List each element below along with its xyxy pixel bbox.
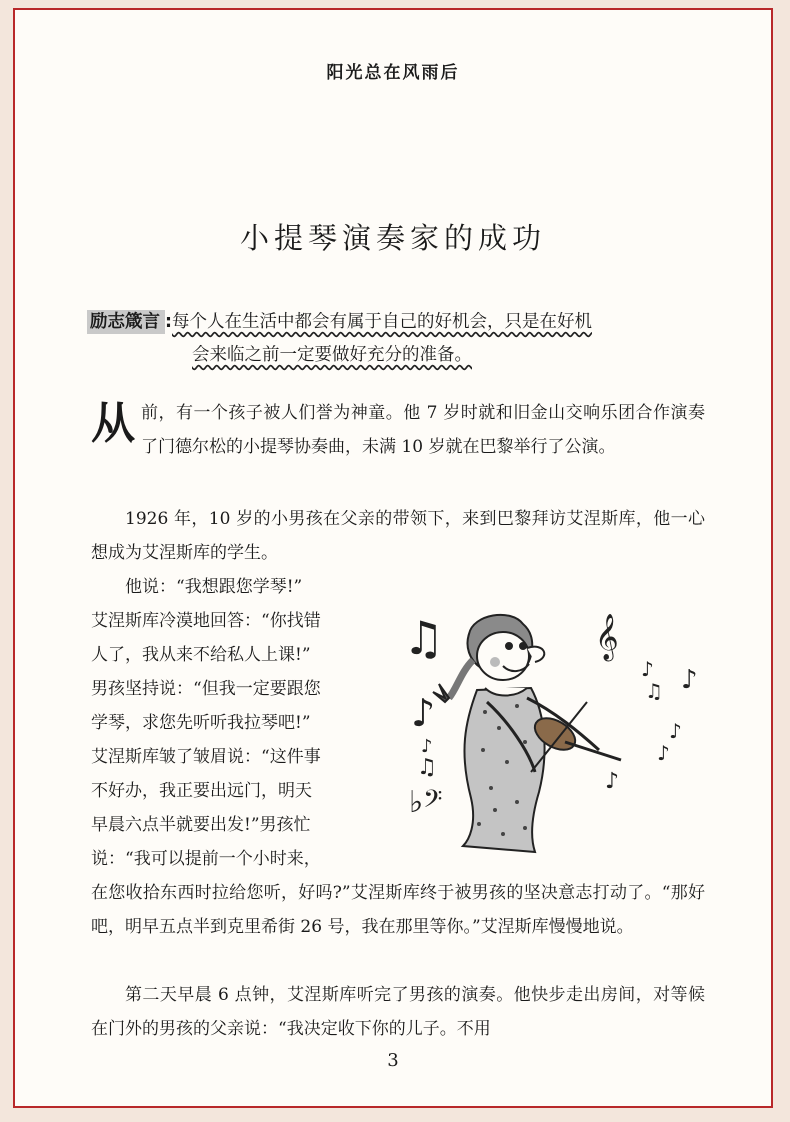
music-note-icon: ♪ <box>605 769 620 794</box>
music-note-icon: ♪ <box>411 691 436 735</box>
violinist-illustration <box>399 602 715 862</box>
music-note-icon: ♪ <box>641 657 654 681</box>
drop-cap: 从 <box>91 398 135 449</box>
p3-line: 人了，我从来不给私人上课!” <box>91 645 311 665</box>
page-frame <box>13 8 773 1108</box>
paragraph-4 <box>91 978 705 1046</box>
bass-clef-icon: ♭𝄢 <box>409 785 443 820</box>
paragraph-3-rest <box>91 876 705 944</box>
music-note-icon: ♪ <box>657 741 670 765</box>
paragraph-2-text: 1926 年，10 岁的小男孩在父亲的带领下，来到巴黎拜访艾涅斯库，他一心想成为艾涅斯库的学生。 <box>91 509 705 563</box>
p3-line: 他说：“我想跟您学琴!” <box>125 577 303 597</box>
motto-block: 励志箴言 :每个人在生活中都会有属于自己的好机会，只是在好机 会来临之前一定要做好充分的准备。 <box>87 306 707 372</box>
paragraph-1 <box>91 396 705 464</box>
p3-line: 早晨六点半就要出发!”男孩忙 <box>91 815 311 835</box>
p3-line: 学琴，求您先听听我拉琴吧!” <box>91 713 311 733</box>
p3-line: 男孩坚持说：“但我一定要跟您 <box>91 679 321 699</box>
music-note-icon: ♫ <box>403 611 445 665</box>
music-note-icon: ♪ <box>681 665 698 695</box>
page-number: 3 <box>387 1050 399 1071</box>
running-head: 阳光总在风雨后 <box>326 63 460 83</box>
p3-line: 艾涅斯库冷漠地回答：“你找错 <box>91 611 321 631</box>
paragraph-3-rest-text: 在您收拾东西时拉给您听，好吗?”艾涅斯库终于被男孩的坚决意志打动了。“那好吧，明早五点半到克里希街 26 号，我在那里等你。”艾涅斯库慢慢地说。 <box>91 883 705 937</box>
motto-line2: 会来临之前一定要做好充分的准备。 <box>192 345 472 365</box>
article-title: 小提琴演奏家的成功 <box>239 221 546 255</box>
p3-line: 艾涅斯库皱了皱眉说：“这件事 <box>91 747 321 767</box>
music-note-icon: ♪ <box>421 736 433 757</box>
music-note-icon: ♫ <box>645 679 663 703</box>
paragraph-4-text: 第二天早晨 6 点钟，艾涅斯库听完了男孩的演奏。他快步走出房间，对等候在门外的男孩的父亲说：“我决定收下你的儿子。不用 <box>91 985 705 1039</box>
motto-line1: 每个人在生活中都会有属于自己的好机会，只是在好机 <box>172 312 592 332</box>
p3-line: 说：“我可以提前一个小时来， <box>91 849 321 869</box>
motto-label: 励志箴言 <box>87 310 165 334</box>
paragraph-3-wrap <box>91 570 377 876</box>
p3-line: 不好办，我正要出远门，明天 <box>91 781 312 801</box>
paragraph-2 <box>91 502 705 570</box>
music-note-icon: ♪ <box>669 719 682 743</box>
treble-clef-icon: 𝄞 <box>595 614 619 660</box>
music-note-icon: ♫ <box>417 755 437 780</box>
paragraph-1-text: 前，有一个孩子被人们誉为神童。他 7 岁时就和旧金山交响乐团合作演奏了门德尔松的小提琴协奏曲，未满 10 岁就在巴黎举行了公演。 <box>141 403 705 457</box>
